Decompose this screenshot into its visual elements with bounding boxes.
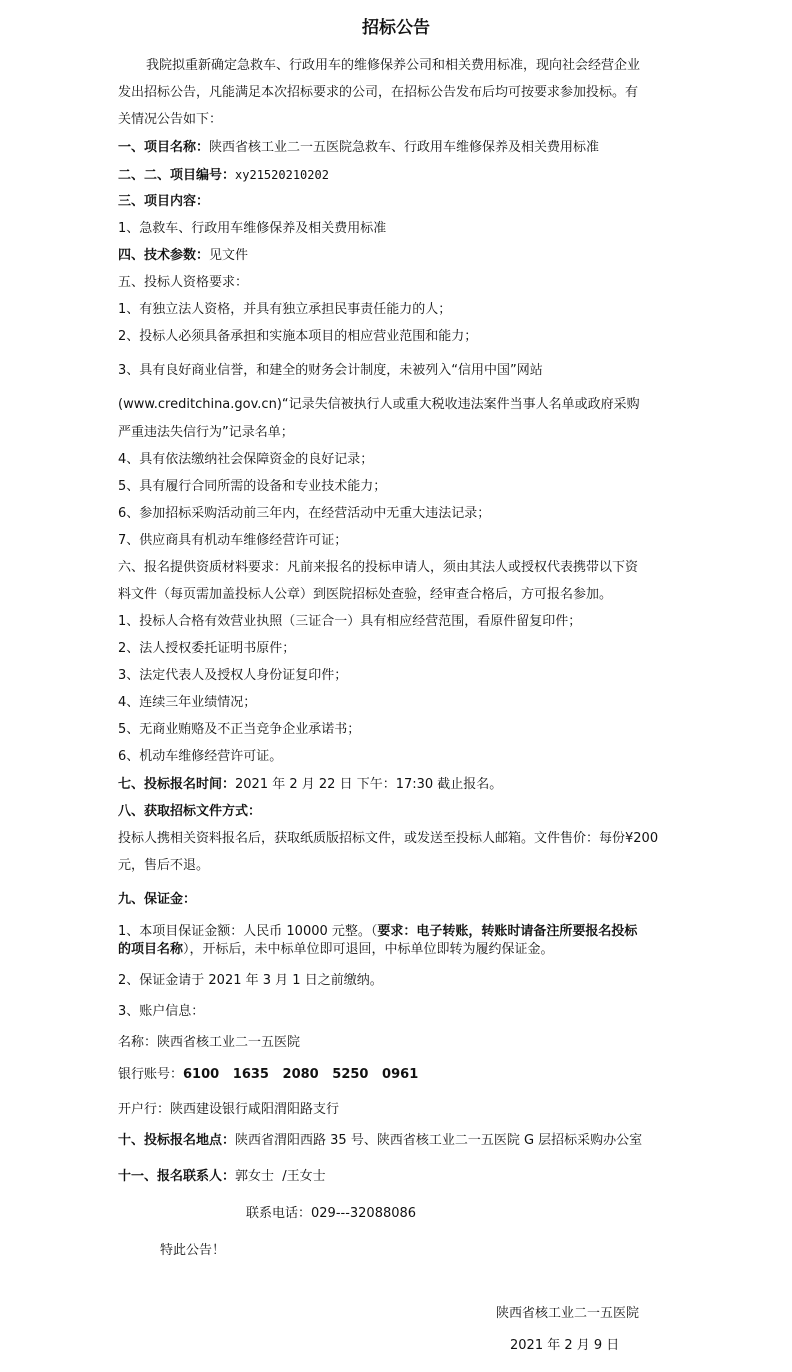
- project-content-item: 1、急救车、行政用车维修保养及相关费用标准: [118, 221, 387, 236]
- qualification-item: 5、具有履行合同所需的设备和专业技术能力；: [118, 479, 387, 494]
- section-value: 陕西省核工业二一五医院急救车、行政用车维修保养及相关费用标准: [209, 140, 600, 155]
- section-contact: [118, 1168, 326, 1186]
- account-name: 名称：陕西省核工业二一五医院: [118, 1035, 301, 1050]
- obtain-docs-line: 元，售后不退。: [118, 858, 210, 873]
- date: 2021 年 2 月 9 日: [510, 1338, 620, 1353]
- account-number-value: 6100 1635 2080 5250 0961: [183, 1067, 419, 1082]
- section-qualification-heading: 五、投标人资格要求：: [118, 275, 249, 290]
- section-value: 陕西省渭阳西路 35 号、陕西省核工业二一五医院 G 层招标采购办公室: [235, 1133, 643, 1148]
- section-label: 四、技术参数：: [118, 248, 210, 263]
- section-obtain-docs-heading: 八、获取招标文件方式：: [118, 804, 262, 819]
- deposit-requirement-text: 的项目名称: [118, 942, 184, 957]
- qualification-item: 7、供应商具有机动车维修经营许可证；: [118, 533, 348, 548]
- deposit-paragraph-line-1: [118, 923, 637, 941]
- deposit-paragraph-line-2: [118, 941, 554, 959]
- page-title: 招标公告: [362, 18, 430, 38]
- qualification-item: 2、投标人必须具备承担和实施本项目的相应营业范围和能力；: [118, 329, 478, 344]
- section-label: 十一、报名联系人：: [118, 1169, 236, 1184]
- section-value: 郭女士 /王女士: [235, 1169, 326, 1184]
- qualification-item: 4、具有依法缴纳社会保障资金的良好记录；: [118, 452, 374, 467]
- section-materials-line: 料文件（每页需加盖投标人公章）到医院招标处查验，经审查合格后，方可报名参加。: [118, 587, 613, 602]
- intro-line-3: 关情况公告如下：: [118, 112, 223, 127]
- deposit-requirement-text: 要求：电子转账，转账时请备注所要报名投标: [377, 924, 638, 939]
- materials-item: 5、无商业贿赂及不正当竞争企业承诺书；: [118, 722, 361, 737]
- account-number: [118, 1066, 418, 1084]
- intro-line-1: 我院拟重新确定急救车、行政用车的维修保养公司和相关费用标准，现向社会经营企业: [146, 58, 641, 73]
- account-bank: 开户行：陕西建设银行咸阳渭阳路支行: [118, 1102, 340, 1117]
- materials-item: 2、法人授权委托证明书原件；: [118, 641, 296, 656]
- deposit-deadline: 2、保证金请于 2021 年 3 月 1 日之前缴纳。: [118, 973, 383, 988]
- signature: 陕西省核工业二一五医院: [496, 1306, 640, 1321]
- intro-line-2: 发出招标公告，凡能满足本次招标要求的公司，在招标公告发布后均可按要求参加投标。有: [118, 85, 639, 100]
- account-info-heading: 3、账户信息：: [118, 1004, 205, 1019]
- section-technical-params: [118, 247, 248, 265]
- deposit-refund-text: ），开标后，未中标单位即可退回，中标单位即转为履约保证金。: [183, 942, 554, 957]
- qualification-item: 3、具有良好商业信誉，和建全的财务会计制度，未被列入“信用中国”网站: [118, 363, 543, 378]
- section-value: 2021 年 2 月 22 日 下午：17:30 截止报名。: [235, 777, 503, 792]
- section-label: 十、投标报名地点：: [118, 1133, 236, 1148]
- section-project-content: 三、项目内容：: [118, 194, 210, 209]
- qualification-item: 1、有独立法人资格，并具有独立承担民事责任能力的人；: [118, 302, 452, 317]
- deposit-amount-text: 1、本项目保证金额：人民币 10000 元整。（: [118, 924, 378, 939]
- contact-phone: 联系电话：029---32088086: [246, 1206, 417, 1221]
- materials-item: 3、法定代表人及授权人身份证复印件；: [118, 668, 348, 683]
- materials-item: 1、投标人合格有效营业执照（三证合一）具有相应经营范围，看原件留复印件；: [118, 614, 582, 629]
- section-materials-line: 六、报名提供资质材料要求：凡前来报名的投标申请人，须由其法人或授权代表携带以下资: [118, 560, 639, 575]
- qualification-item: 6、参加招标采购活动前三年内，在经营活动中无重大违法记录；: [118, 506, 491, 521]
- section-value: xy21520210202: [235, 168, 329, 182]
- closing-text: 特此公告！: [160, 1243, 226, 1258]
- section-registration-time: [118, 776, 502, 794]
- section-project-number: [118, 166, 329, 185]
- section-project-name: [118, 139, 599, 157]
- obtain-docs-line: 投标人携相关资料报名后，获取纸质版招标文件，或发送至投标人邮箱。文件售价：每份¥200: [118, 831, 659, 846]
- qualification-item-continued: 严重违法失信行为”记录名单；: [118, 425, 294, 440]
- qualification-item-continued: (www.creditchina.gov.cn)“记录失信被执行人或重大税收违法案件当事人名单或政府采购: [118, 397, 640, 412]
- section-deposit-heading: 九、保证金：: [118, 892, 197, 907]
- section-label: 二、二、项目编号：: [118, 168, 236, 183]
- materials-item: 6、机动车维修经营许可证。: [118, 749, 283, 764]
- section-registration-location: [118, 1132, 642, 1150]
- section-label: 七、投标报名时间：: [118, 777, 236, 792]
- account-number-label: 银行账号：: [118, 1067, 184, 1082]
- section-value: 见文件: [209, 248, 249, 263]
- materials-item: 4、连续三年业绩情况；: [118, 695, 257, 710]
- section-label: 一、项目名称：: [118, 140, 210, 155]
